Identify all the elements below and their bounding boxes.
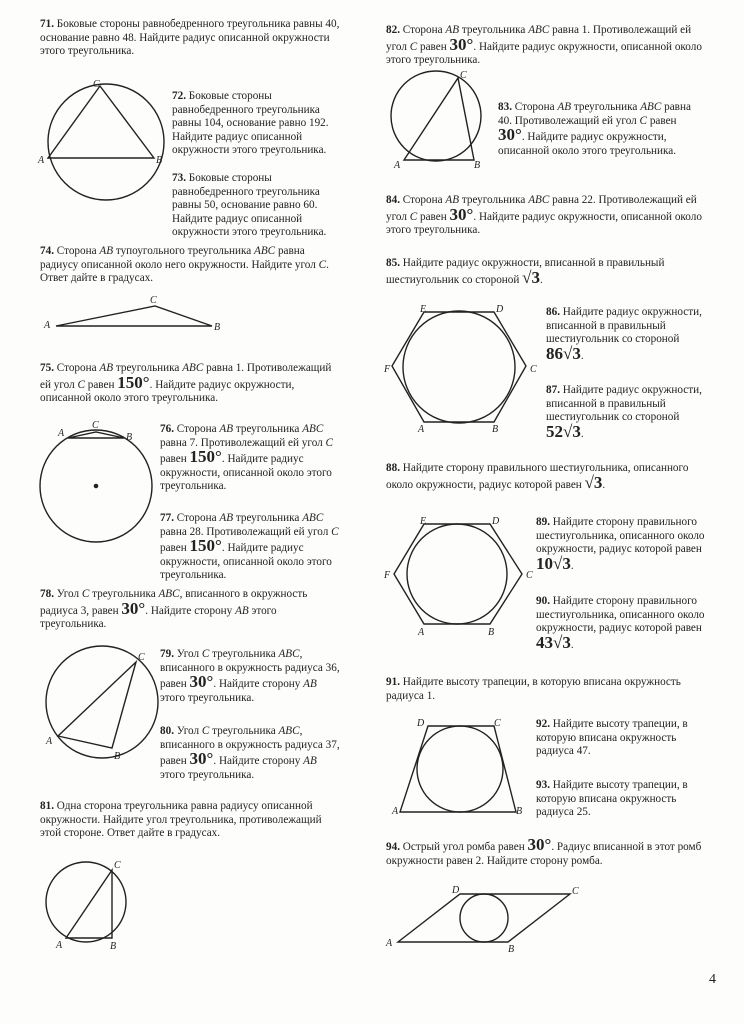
label-A: A [392, 806, 399, 817]
figure-83-circle-triangle [384, 70, 499, 172]
problem-79: 79. Угол C треугольника ABC, вписанного в окружность радиуса 36, равен 30°. Найдите сторону AB этого треугольника. [160, 648, 340, 704]
triangle-abc [56, 306, 212, 326]
figure-92-trapezoid-inscribed-circle [390, 714, 530, 818]
problem-72: 72. Боковые стороны равнобедренного треугольника равны 104, основание равно 192. Найдите радиус описанной окружности этого треугольника. [172, 90, 329, 157]
label-B: B [488, 627, 495, 638]
figure-76-circle [38, 422, 168, 552]
label-B: B [156, 155, 163, 166]
label-C: C [572, 886, 579, 897]
label-A: A [394, 160, 401, 171]
problem-91: 91. Найдите высоту трапеции, в которую вписана окружность радиуса 1. [386, 676, 681, 702]
circumcircle [391, 71, 481, 161]
label-C: C [92, 420, 99, 431]
figure-89-hexagon-inscribed-circle [384, 514, 544, 636]
label-B: B [492, 424, 499, 435]
problem-83: 83. Сторона AB треугольника ABC равна 40. Противолежащий ей угол C равен 30°. Найдите радиус окружности, описанной около этого треугольника. [498, 101, 691, 157]
label-B: B [474, 160, 481, 171]
label-C: C [114, 860, 121, 871]
label-A: A [386, 938, 393, 949]
label-D: D [417, 718, 425, 729]
label-B: B [126, 432, 133, 443]
problem-81: 81. Одна сторона треугольника равна радиусу описанной окружности. Найдите угол треугольника, противолежащий этой стороне. Ответ дайте в градусах. [40, 800, 322, 840]
inscribed-circle [403, 311, 515, 423]
problem-77: 77. Сторона AB треугольника ABC равна 28. Противолежащий ей угол C равен 150°. Найдите радиус окружности, описанной около этого треугольника. [160, 512, 339, 582]
label-F: F [384, 570, 391, 581]
label-A: A [46, 736, 53, 747]
inscribed-circle [460, 894, 508, 942]
label-F: F [384, 364, 391, 375]
circumcircle [46, 862, 126, 942]
figure-81-circle-triangle [38, 858, 138, 953]
label-C: C [150, 295, 157, 306]
inscribed-circle [407, 524, 507, 624]
problem-88: 88. Найдите сторону правильного шестиугольника, описанного около окружности, радиус которой равен √3. [386, 462, 689, 492]
problem-75: 75. Сторона AB треугольника ABC равна 1. Противолежащий ей угол C равен 150°. Найдите радиус окружности, описанной около этого треугольника. [40, 362, 332, 405]
problem-86: 86. Найдите радиус окружности, вписанной в правильный шестиугольник со стороной 86√3. [546, 306, 702, 363]
figure-71-circle-triangle [36, 78, 176, 208]
label-C: C [138, 652, 145, 663]
label-A: A [418, 627, 425, 638]
figure-74-obtuse-triangle [40, 292, 240, 337]
label-B: B [516, 806, 523, 817]
rhombus [398, 894, 570, 942]
problem-90: 90. Найдите сторону правильного шестиугольника, описанного около окружности, радиус которой равен 43√3. [536, 595, 705, 652]
label-C: C [526, 570, 533, 581]
circumcircle [48, 84, 164, 200]
problem-76: 76. Сторона AB треугольника ABC равна 7. Противолежащий ей угол C равен 150°. Найдите радиус окружности, описанной около этого треугольника. [160, 423, 334, 493]
problem-89: 89. Найдите сторону правильного шестиугольника, описанного около окружности, радиус которой равен 10√3. [536, 516, 705, 573]
label-B: B [110, 941, 117, 952]
label-A: A [58, 428, 65, 439]
page-number: 4 [709, 972, 716, 987]
problem-92: 92. Найдите высоту трапеции, в которую вписана окружность радиуса 47. [536, 718, 688, 758]
triangle-abc [66, 870, 112, 938]
label-A: A [56, 940, 63, 951]
label-C: C [460, 70, 467, 81]
label-E: E [420, 516, 427, 527]
label-D: D [496, 304, 504, 315]
figure-86-hexagon-inscribed-circle [384, 302, 544, 434]
label-A: A [44, 320, 51, 331]
triangle-abc [404, 78, 474, 160]
label-D: D [452, 885, 460, 896]
regular-hexagon [392, 312, 526, 422]
triangle-abc [48, 86, 154, 158]
label-C: C [93, 79, 100, 90]
problem-82: 82. Сторона AB треугольника ABC равна 1. Противолежащий ей угол C равен 30°. Найдите радиус окружности, описанной около этого треугольника. [386, 24, 702, 67]
problem-73: 73. Боковые стороны равнобедренного треугольника равны 50, основание равно 60. Найдите радиус описанной окружности этого треугольника. [172, 172, 327, 239]
label-B: B [508, 944, 515, 955]
regular-hexagon [394, 524, 522, 624]
label-A: A [38, 155, 45, 166]
problem-74: 74. Сторона AB тупоугольного треугольника ABC равна радиусу описанной около него окружности. Найдите угол C. Ответ дайте в градусах. [40, 245, 329, 285]
problem-87: 87. Найдите радиус окружности, вписанной в правильный шестиугольник со стороной 52√3. [546, 384, 702, 441]
problem-94: 94. Острый угол ромба равен 30°. Радиус вписанной в этот ромб окружности равен 2. Найдите сторону ромба. [386, 835, 702, 867]
label-C: C [494, 718, 501, 729]
label-A: A [418, 424, 425, 435]
problem-85: 85. Найдите радиус окружности, вписанной в правильный шестиугольник со стороной √3. [386, 257, 665, 287]
label-D: D [492, 516, 500, 527]
label-B: B [214, 322, 221, 333]
problem-80: 80. Угол C треугольника ABC, вписанного в окружность радиуса 37, равен 30°. Найдите сторону AB этого треугольника. [160, 725, 340, 781]
label-C: C [530, 364, 537, 375]
problem-84: 84. Сторона AB треугольника ABC равна 22. Противолежащий ей угол C равен 30°. Найдите радиус окружности, описанной около этого треугольника. [386, 194, 702, 237]
label-E: E [420, 304, 427, 315]
problem-71: 71. Боковые стороны равнобедренного треугольника равны 40, основание равно 48. Найдите радиус описанной окружности этого треугольника. [40, 18, 340, 58]
inscribed-circle [417, 726, 503, 812]
problem-78: 78. Угол C треугольника ABC, вписанного в окружность радиуса 3, равен 30°. Найдите сторону AB этого треугольника. [40, 588, 308, 631]
problem-93: 93. Найдите высоту трапеции, в которую вписана окружность радиуса 25. [536, 779, 688, 819]
label-B: B [114, 751, 121, 762]
figure-79-circle-triangle [38, 642, 168, 767]
figure-94-rhombus-inscribed-circle [384, 885, 584, 955]
center-dot [94, 484, 97, 487]
triangle-abc [58, 662, 136, 748]
